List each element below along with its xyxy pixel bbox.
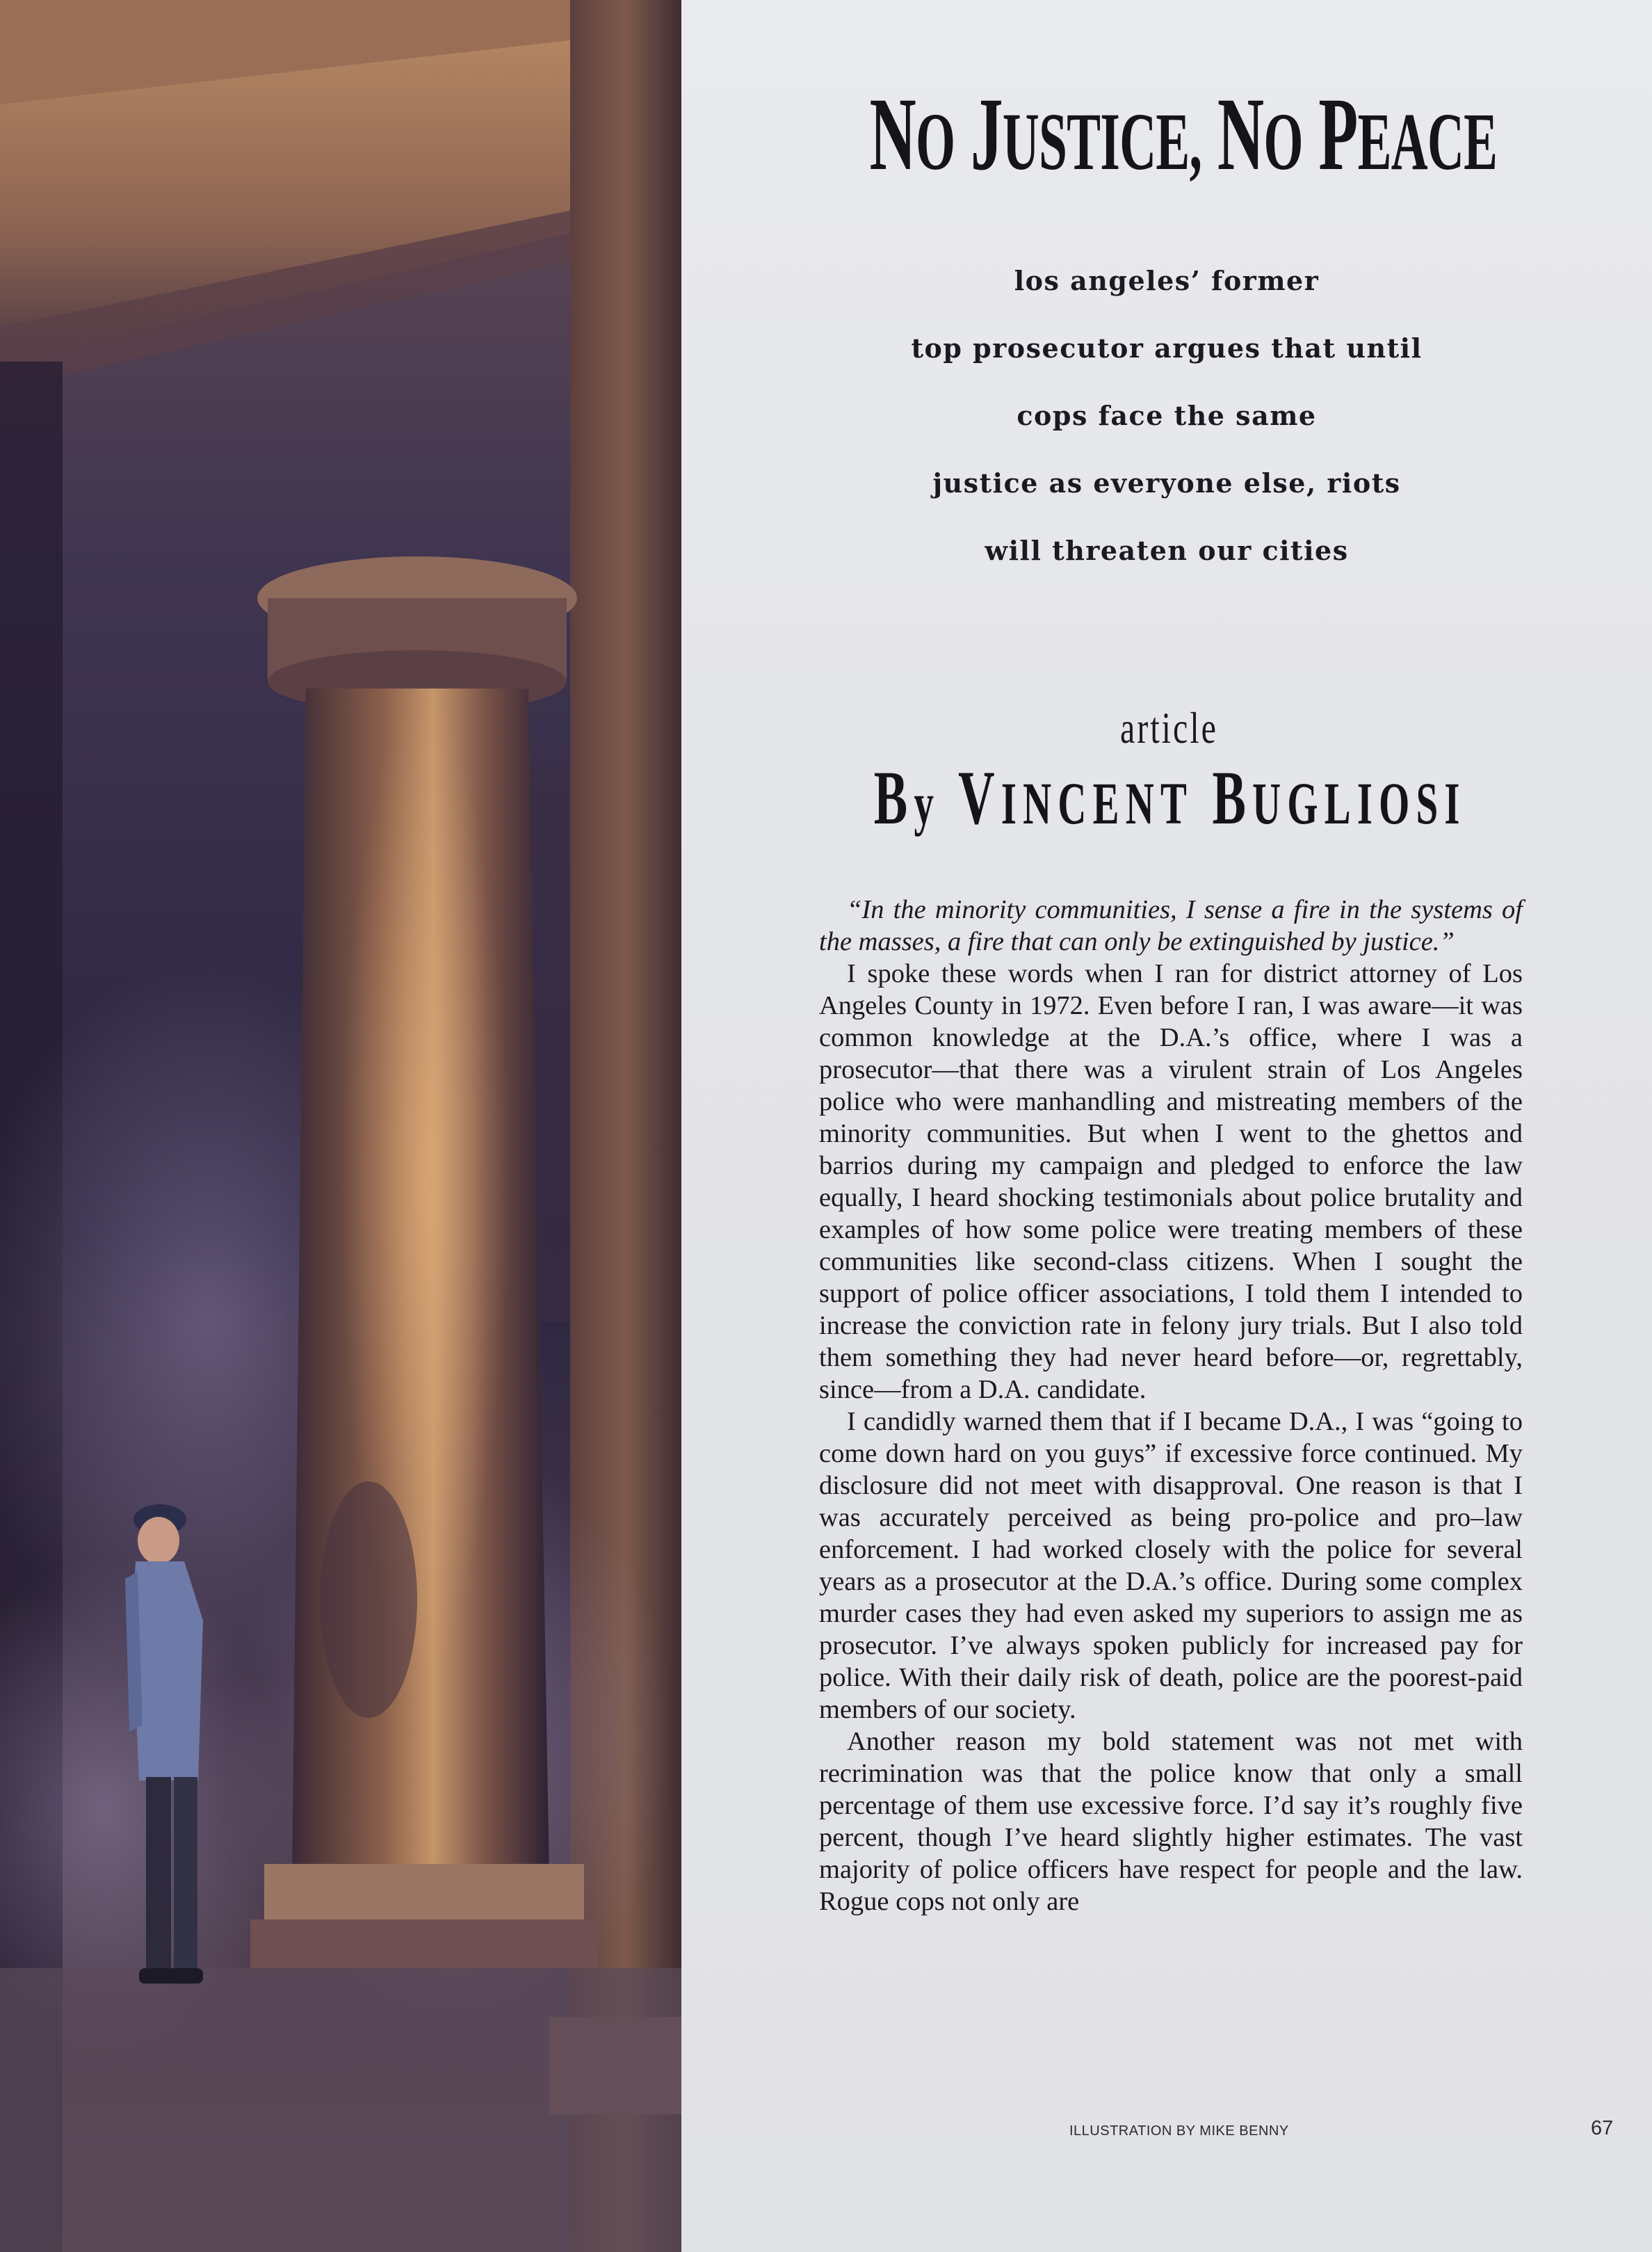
deck-line: justice as everyone else, riots — [932, 467, 1401, 499]
body-paragraph: I candidly warned them that if I became D.A., I was “going to come down hard on you guys” if excessive force continued. My disclosure did not meet with disapproval. One reason is that I was accurately perceived as being pro-police and pro–law enforcement. I had worked closely with the police for several years as a prosecutor at the D.A.’s office. During some complex murder cases they had even asked my superiors to assign me as prosecutor. I’ve always spoken publicly for increased pay for police. With their daily risk of death, police are the poorest-paid members of our society. — [819, 1407, 1523, 1724]
illustration-credit: ILLUSTRATION BY MIKE BENNY — [1069, 2123, 1289, 2139]
deck — [681, 247, 1652, 584]
page-number: 67 — [1591, 2117, 1614, 2139]
deck-line: los angeles’ former — [1014, 265, 1320, 296]
deck-line: will threaten our cities — [985, 535, 1349, 566]
article-body — [819, 894, 1523, 1917]
cover-illustration — [0, 0, 681, 2252]
headline: NO JUSTICE, NO PEACE — [869, 77, 1498, 192]
section-kicker: article — [1120, 703, 1218, 753]
deck-line: cops face the same — [1017, 400, 1317, 431]
body-paragraph: Another reason my bold statement was not met with recrimination was that the police know that only a small percentage of them use excessive force. I’d say it’s roughly five percent, though I’ve heard slightly higher estimates. The vast majority of police officers have respect for people and the law. Rogue cops not only are — [819, 1727, 1523, 1916]
body-paragraph: I spoke these words when I ran for district attorney of Los Angeles County in 1972. Even before I ran, I was aware—it was common knowledge at the D.A.’s office, where I was a prosecutor—that there was a virulent strain of Los Angeles police who were manhandling and mistreating members of the minority communities. But when I went to the ghettos and barrios during my campaign and pledged to enforce the law equally, I heard shocking testimonials about police brutality and examples of how some police were treating members of these communities like second-class citizens. When I sought the support of police officer associations, I told them I intended to increase the conviction rate in felony jury trials. But I also told them something they had never heard before—or, regrettably, since—from a D.A. candidate. — [819, 959, 1523, 1404]
pull-quote-paragraph: “In the minority communities, I sense a fire in the systems of the masses, a fire that can only be extinguished by justice.” — [819, 895, 1523, 956]
deck-line: top prosecutor argues that until — [911, 332, 1423, 364]
byline: By VINCENT BUGLIOSI — [873, 755, 1466, 840]
article-page — [681, 0, 1652, 2252]
